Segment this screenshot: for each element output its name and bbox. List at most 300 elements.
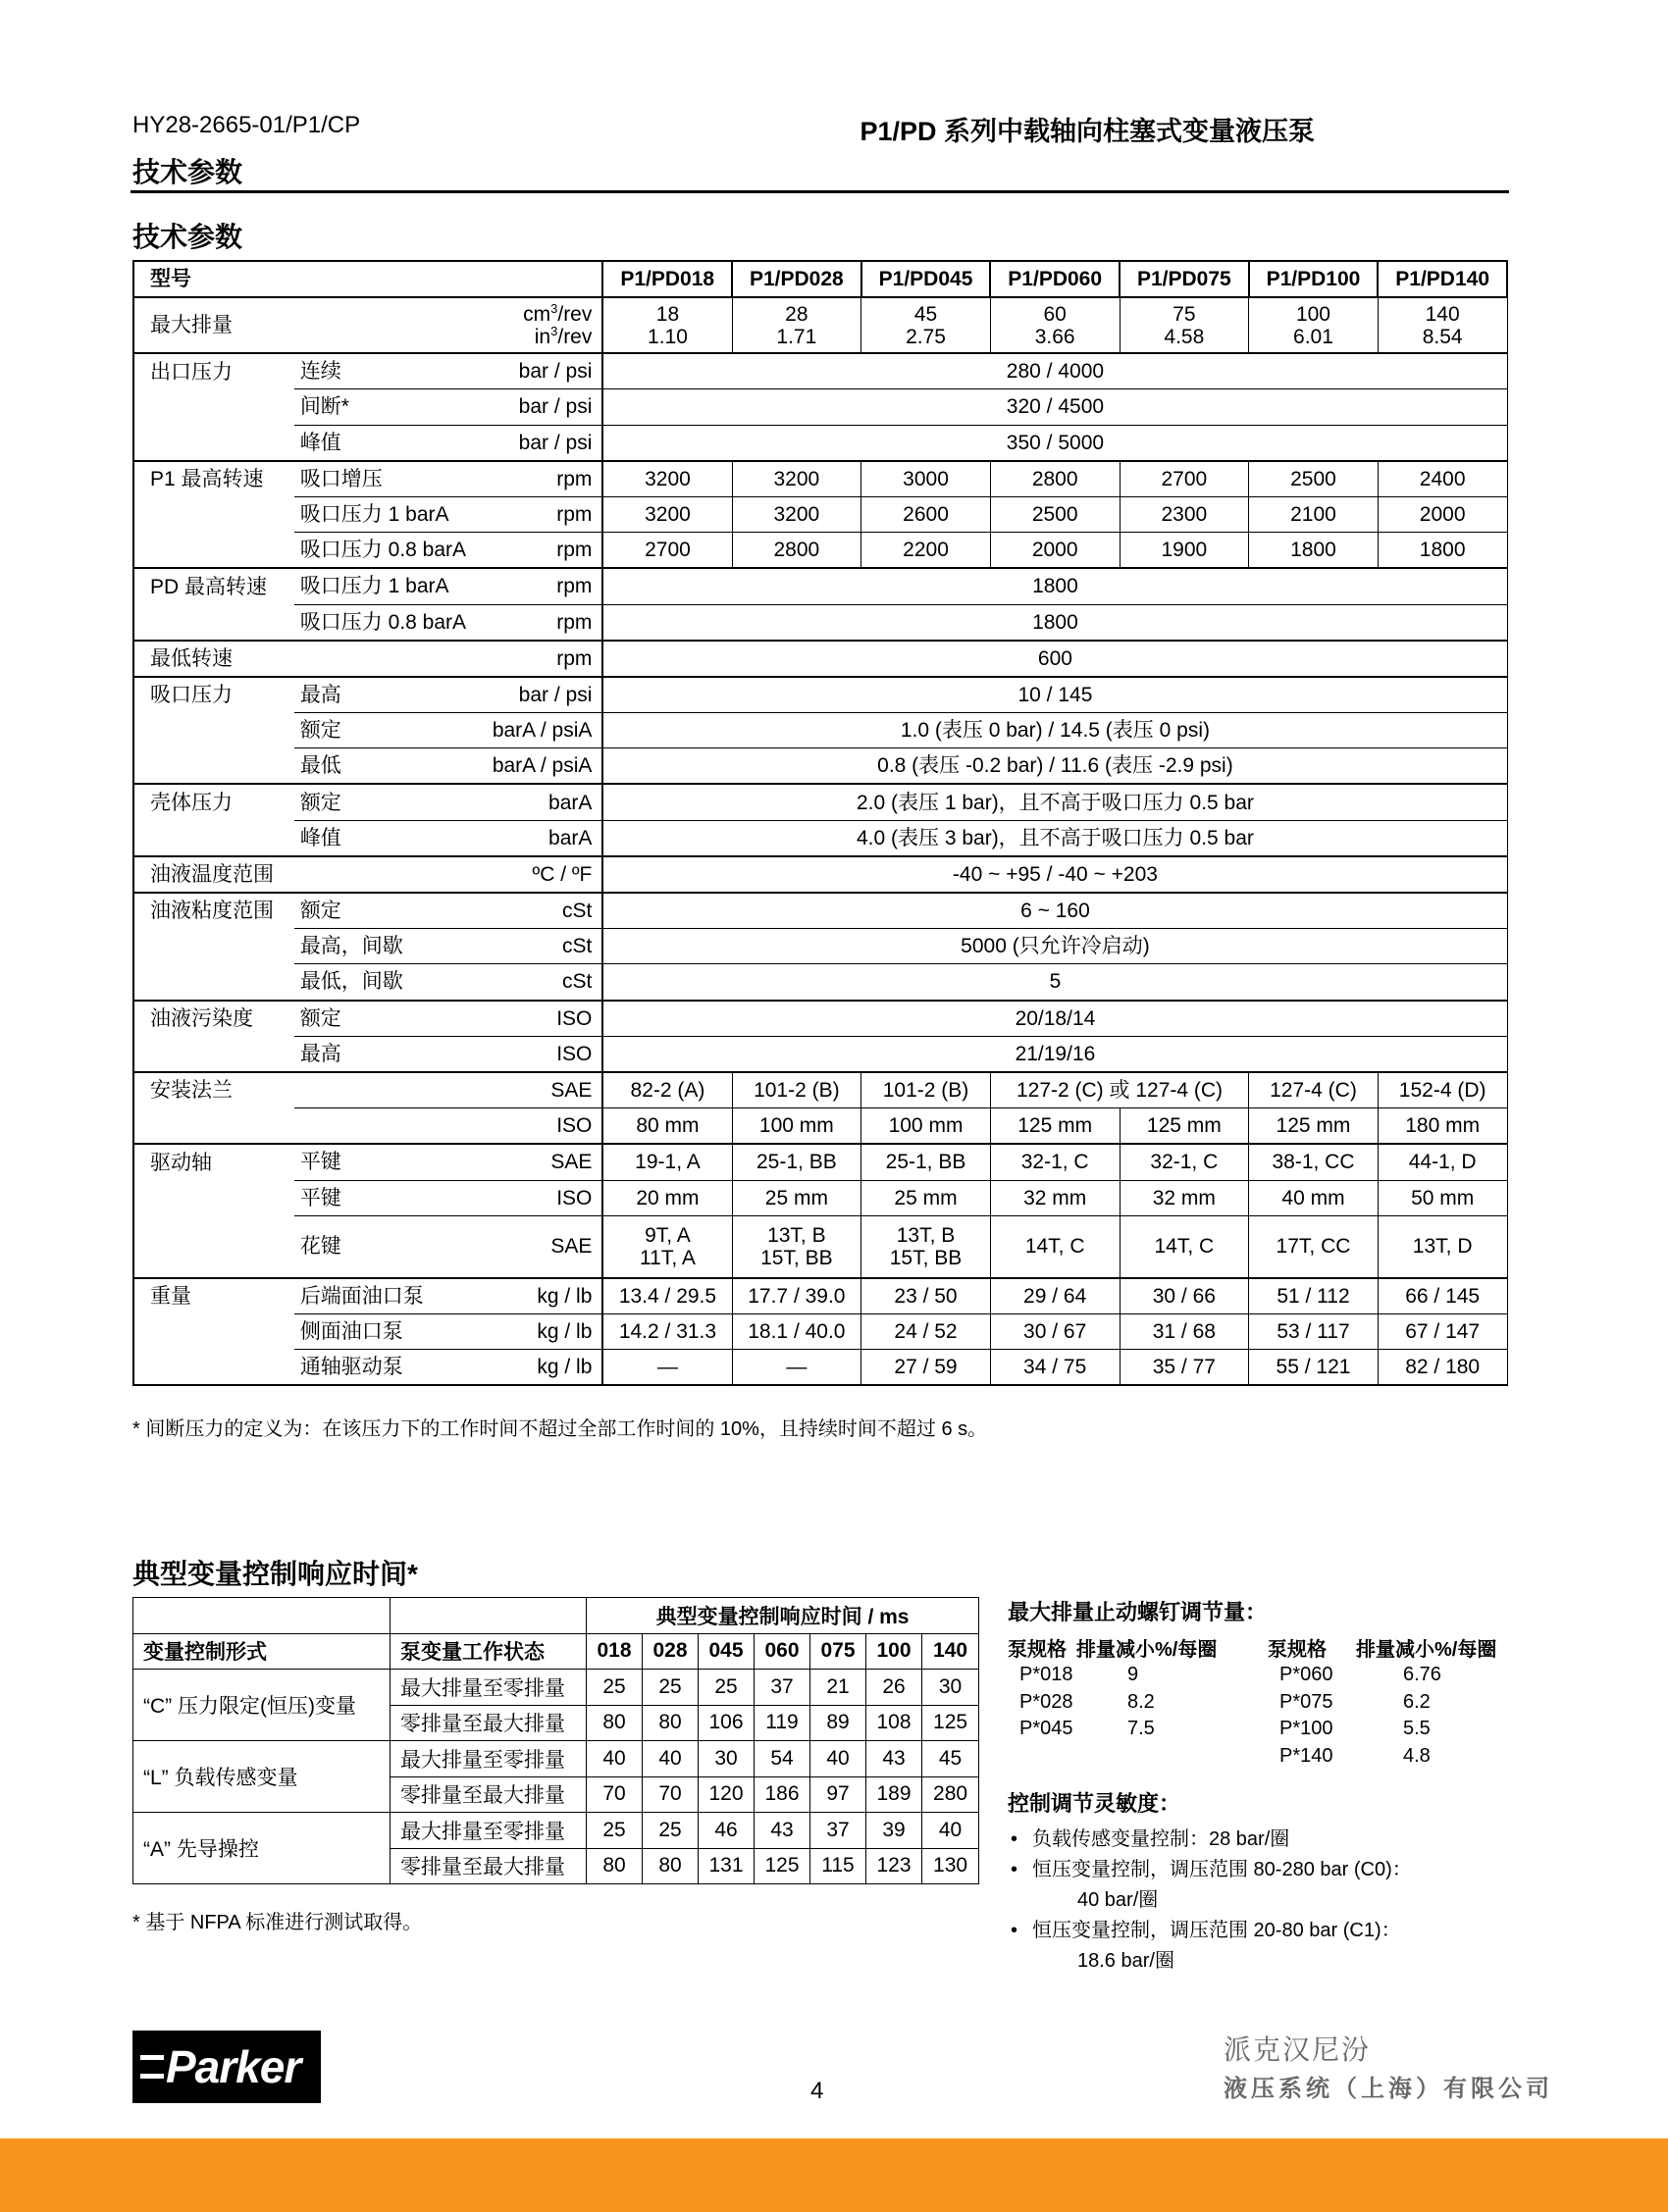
value-cell: 37 — [755, 1670, 810, 1706]
value-cell: 51 / 112 — [1249, 1278, 1379, 1314]
value-line: 15T, BB — [760, 1246, 833, 1269]
table-row — [133, 784, 1507, 820]
value-cell: 3200 — [732, 496, 861, 532]
table-row — [133, 1741, 979, 1777]
value-cell: 100 mm — [732, 1108, 861, 1145]
param-label: 出口压力 — [133, 353, 294, 389]
sensitivity-item — [1011, 1916, 1521, 1977]
stop-header: 排量减小%/每圈 — [1356, 1639, 1497, 1661]
sensitivity-text: 恒压变量控制，调压范围 80-280 bar (C0)： — [1032, 1859, 1412, 1880]
param-label-empty — [133, 1180, 294, 1215]
value-cell: 2500 — [990, 496, 1120, 532]
value-cell: 82-2 (A) — [602, 1072, 732, 1108]
unit: rpm — [470, 568, 603, 604]
size-header: 045 — [699, 1633, 755, 1670]
value-line: 8.54 — [1422, 325, 1463, 348]
value-cell: 5 — [602, 964, 1507, 1001]
section-label: 技术参数 — [132, 157, 243, 187]
table-row — [133, 677, 1507, 713]
param-label-empty — [133, 425, 294, 461]
value-cell: 101-2 (B) — [732, 1072, 861, 1108]
value-cell: 25 — [587, 1813, 643, 1849]
work-state: 最大排量至零排量 — [391, 1813, 587, 1849]
value-cell: 25 mm — [861, 1180, 991, 1215]
value-cell: 39 — [866, 1813, 922, 1849]
param-sub: 最高 — [294, 1036, 470, 1072]
value-cell — [602, 297, 732, 353]
value-cell: 3200 — [602, 461, 732, 497]
value-cell: 21 — [810, 1670, 866, 1706]
model-header: P1/PD060 — [990, 261, 1120, 297]
unit: ºC / ºF — [470, 856, 603, 893]
control-header: 变量控制形式 — [133, 1633, 391, 1670]
value-cell: 2.0 (表压 1 bar)，且不高于吸口压力 0.5 bar — [602, 784, 1507, 820]
value-cell: -40 ~ +95 / -40 ~ +203 — [602, 856, 1507, 893]
model-header: P1/PD100 — [1249, 261, 1379, 297]
stop-screw-table — [1008, 1633, 1538, 1770]
param-sub: 吸口增压 — [294, 461, 470, 497]
value-cell: 25 — [643, 1670, 699, 1706]
sensitivity-text: 负载传感变量控制：28 bar/圈 — [1032, 1828, 1290, 1850]
value-cell: 25 — [699, 1670, 755, 1706]
unit-text: cm — [523, 302, 551, 326]
table-row — [133, 1144, 1507, 1180]
unit: SAE — [470, 1144, 603, 1180]
value-line: 14T, C — [1154, 1235, 1215, 1259]
value-cell: 350 / 5000 — [602, 425, 1507, 461]
unit: bar / psi — [470, 425, 603, 461]
value-line: 6.01 — [1293, 325, 1333, 348]
pump-size: P*045 — [1019, 1718, 1073, 1740]
table-row — [1008, 1743, 1538, 1771]
table-row — [133, 1036, 1507, 1072]
table-row — [133, 748, 1507, 785]
work-state: 最大排量至零排量 — [391, 1670, 587, 1706]
spec-footnote: * 间断压力的定义为：在该压力下的工作时间不超过全部工作时间的 10%，且持续时间不超过 6 s。 — [132, 1418, 988, 1440]
value-line: 14T, C — [1024, 1235, 1085, 1259]
param-label-empty — [133, 533, 294, 569]
sensitivity-heading: 控制调节灵敏度： — [1008, 1791, 1181, 1816]
unit: rpm — [470, 604, 603, 641]
table-header-row — [133, 1598, 979, 1634]
param-sub — [294, 297, 470, 353]
value-cell: 2500 — [1249, 461, 1379, 497]
value-cell: 152-4 (D) — [1378, 1072, 1507, 1108]
value-cell: 82 / 180 — [1378, 1350, 1507, 1386]
param-sub: 平键 — [294, 1180, 470, 1215]
reduction-value: 4.8 — [1403, 1744, 1431, 1767]
param-label: 最低转速 — [133, 641, 294, 677]
param-label-empty — [133, 713, 294, 748]
response-heading: 典型变量控制响应时间* — [132, 1559, 418, 1589]
size-header: 140 — [922, 1633, 979, 1670]
state-header: 泵变量工作状态 — [391, 1633, 587, 1670]
value-cell: 1900 — [1120, 533, 1249, 569]
reduction-value: 6.76 — [1403, 1664, 1441, 1686]
value-line: 13T, B — [896, 1223, 956, 1247]
table-row — [133, 641, 1507, 677]
sensitivity-text: 恒压变量控制，调压范围 20-80 bar (C1)： — [1032, 1920, 1401, 1941]
table-row — [133, 964, 1507, 1001]
unit: rpm — [470, 641, 603, 677]
value-cell: 600 — [602, 641, 1507, 677]
param-sub: 后端面油口泵 — [294, 1278, 470, 1314]
sensitivity-cont: 40 bar/圈 — [1077, 1889, 1159, 1911]
value-cell: 25 — [587, 1670, 643, 1706]
unit: ISO — [470, 1036, 603, 1072]
param-label-empty — [133, 604, 294, 641]
company-subname: 液压系统（上海）有限公司 — [1224, 2076, 1553, 2102]
value-cell: 25-1, BB — [732, 1144, 861, 1180]
param-label: PD 最高转速 — [133, 568, 294, 604]
reduction-value: 7.5 — [1127, 1718, 1155, 1740]
size-header: 028 — [643, 1633, 699, 1670]
table-header-row — [133, 261, 1507, 297]
logo-dash — [140, 2055, 164, 2060]
parker-logo — [132, 2031, 321, 2103]
value-line: 13T, D — [1412, 1235, 1473, 1259]
param-sub — [294, 1072, 470, 1108]
unit: bar / psi — [470, 389, 603, 425]
size-header: 100 — [866, 1633, 922, 1670]
value-cell: 127-4 (C) — [1249, 1072, 1379, 1108]
param-label-empty — [133, 389, 294, 425]
value-line: 13T, B — [767, 1223, 826, 1247]
value-cell: 0.8 (表压 -0.2 bar) / 11.6 (表压 -2.9 psi) — [602, 748, 1507, 785]
model-header: P1/PD018 — [602, 261, 732, 297]
document-title: P1/PD 系列中载轴向柱塞式变量液压泵 — [860, 117, 1315, 146]
value-cell — [1249, 1215, 1379, 1278]
value-cell: 5000 (只允许冷启动) — [602, 929, 1507, 964]
unit: SAE — [470, 1072, 603, 1108]
value-line: 2.75 — [906, 325, 946, 348]
unit: ISO — [470, 1001, 603, 1037]
table-row — [133, 1215, 1507, 1278]
sensitivity-item — [1011, 1825, 1521, 1855]
param-label-empty — [133, 1036, 294, 1072]
value-cell: 115 — [810, 1848, 866, 1884]
pump-size: P*060 — [1279, 1664, 1333, 1686]
value-cell: 4.0 (表压 3 bar)，且不高于吸口压力 0.5 bar — [602, 820, 1507, 856]
table-row — [133, 568, 1507, 604]
param-label-empty — [133, 964, 294, 1001]
value-cell: 20 mm — [602, 1180, 732, 1215]
model-header: P1/PD140 — [1378, 261, 1507, 297]
param-label: 吸口压力 — [133, 677, 294, 713]
control-type: “C” 压力限定(恒压)变量 — [133, 1670, 391, 1741]
param-sub — [294, 1108, 470, 1145]
param-label-empty — [133, 1215, 294, 1278]
footer-accent-bar — [0, 2138, 1668, 2212]
value-cell: 10 / 145 — [602, 677, 1507, 713]
value-cell: 67 / 147 — [1378, 1313, 1507, 1349]
value-cell: 186 — [755, 1776, 810, 1813]
unit: cSt — [470, 893, 603, 929]
param-sub: 额定 — [294, 893, 470, 929]
param-label-empty — [133, 929, 294, 964]
value-cell: 97 — [810, 1776, 866, 1813]
value-line: 15T, BB — [889, 1246, 963, 1269]
value-cell: 24 / 52 — [861, 1313, 991, 1349]
value-cell: 108 — [866, 1705, 922, 1741]
value-cell: 1800 — [602, 604, 1507, 641]
table-row — [133, 929, 1507, 964]
table-row — [133, 496, 1507, 532]
response-footnote: * 基于 NFPA 标准进行测试取得。 — [132, 1912, 423, 1933]
unit: kg / lb — [470, 1350, 603, 1386]
spec-table — [132, 260, 1508, 1386]
model-label: 型号 — [133, 261, 602, 297]
value-cell: 40 mm — [1249, 1180, 1379, 1215]
value-cell: 23 / 50 — [861, 1278, 991, 1314]
value-cell — [732, 1215, 861, 1278]
unit: SAE — [470, 1215, 603, 1278]
header-blank — [133, 1598, 391, 1634]
pump-size — [1008, 1743, 1076, 1771]
pump-size: P*018 — [1019, 1664, 1073, 1686]
value-cell: 50 mm — [1378, 1180, 1507, 1215]
value-cell: 32 mm — [990, 1180, 1120, 1215]
logo-text: Parker — [166, 2041, 301, 2092]
param-sub: 最低，间歇 — [294, 964, 470, 1001]
work-state: 零排量至最大排量 — [391, 1705, 587, 1741]
stop-header: 泵规格 — [1008, 1639, 1067, 1661]
value-cell: 32 mm — [1120, 1180, 1249, 1215]
param-sub: 吸口压力 0.8 barA — [294, 604, 470, 641]
work-state: 零排量至最大排量 — [391, 1848, 587, 1884]
value-cell — [602, 1215, 732, 1278]
table-row — [1008, 1716, 1538, 1743]
value-cell: 44-1, D — [1378, 1144, 1507, 1180]
param-label: P1 最高转速 — [133, 461, 294, 497]
spec-heading: 技术参数 — [132, 222, 243, 252]
param-label: 安装法兰 — [133, 1072, 294, 1108]
value-cell: 80 — [587, 1848, 643, 1884]
param-label: 油液温度范围 — [133, 856, 294, 893]
value-line: 4.58 — [1164, 325, 1205, 348]
document-code: HY28-2665-01/P1/CP — [132, 112, 361, 138]
param-label-empty — [133, 1313, 294, 1349]
param-sub: 峰值 — [294, 425, 470, 461]
table-row — [133, 297, 1507, 353]
work-state: 最大排量至零排量 — [391, 1741, 587, 1777]
value-cell: 2600 — [861, 496, 991, 532]
table-row — [133, 1350, 1507, 1386]
unit: rpm — [470, 533, 603, 569]
value-cell: 25 mm — [732, 1180, 861, 1215]
value-cell: 40 — [587, 1741, 643, 1777]
value-cell: 80 — [587, 1705, 643, 1741]
param-sub: 连续 — [294, 353, 470, 389]
reduction-value: 5.5 — [1403, 1718, 1431, 1740]
value-cell: 123 — [866, 1848, 922, 1884]
table-row — [133, 1813, 979, 1849]
value-cell: 1.0 (表压 0 bar) / 14.5 (表压 0 psi) — [602, 713, 1507, 748]
value-cell: 1800 — [1249, 533, 1379, 569]
value-cell: 101-2 (B) — [861, 1072, 991, 1108]
param-label: 油液粘度范围 — [133, 893, 294, 929]
value-cell: 189 — [866, 1776, 922, 1813]
value-cell: 26 — [866, 1670, 922, 1706]
value-cell: 70 — [587, 1776, 643, 1813]
value-cell: 80 — [643, 1848, 699, 1884]
table-row — [133, 856, 1507, 893]
param-label-empty — [133, 496, 294, 532]
value-cell: 80 mm — [602, 1108, 732, 1145]
reduction-value — [1076, 1743, 1268, 1771]
stop-header: 排量减小%/每圈 — [1076, 1639, 1218, 1661]
value-cell: 32-1, C — [990, 1144, 1120, 1180]
unit-sup: 3 — [550, 300, 558, 316]
value-line: 45 — [913, 302, 938, 326]
value-cell: 29 / 64 — [990, 1278, 1120, 1314]
param-sub: 最低 — [294, 748, 470, 785]
unit: barA / psiA — [470, 748, 603, 785]
value-cell: 30 — [699, 1741, 755, 1777]
work-state: 零排量至最大排量 — [391, 1776, 587, 1813]
sensitivity-item — [1011, 1855, 1521, 1916]
value-cell: 35 / 77 — [1120, 1350, 1249, 1386]
pump-size: P*140 — [1279, 1744, 1333, 1767]
param-label-empty — [133, 1108, 294, 1145]
company-name: 派克汉尼汾 — [1224, 2034, 1372, 2065]
value-cell: 89 — [810, 1705, 866, 1741]
value-line: 3.66 — [1034, 325, 1075, 348]
param-label: 壳体压力 — [133, 784, 294, 820]
unit — [470, 297, 603, 353]
value-line: 1.10 — [648, 325, 688, 348]
header-blank — [391, 1598, 587, 1634]
param-sub: 吸口压力 0.8 barA — [294, 533, 470, 569]
value-cell: — — [732, 1350, 861, 1386]
value-line: 9T, A — [645, 1223, 691, 1247]
value-cell — [861, 297, 991, 353]
table-row — [133, 820, 1507, 856]
value-line: 1.71 — [776, 325, 817, 348]
table-row — [133, 1072, 1507, 1108]
table-row — [1008, 1662, 1538, 1689]
value-cell: 2000 — [1378, 496, 1507, 532]
value-cell: 1800 — [1378, 533, 1507, 569]
unit: cSt — [470, 929, 603, 964]
value-cell: 30 — [922, 1670, 979, 1706]
value-cell: 180 mm — [1378, 1108, 1507, 1145]
value-cell: 2800 — [732, 533, 861, 569]
unit-sup: 3 — [550, 323, 558, 338]
model-header: P1/PD045 — [861, 261, 991, 297]
table-row — [133, 353, 1507, 389]
value-cell — [1120, 1215, 1249, 1278]
value-cell: 280 / 4000 — [602, 353, 1507, 389]
value-cell: 6 ~ 160 — [602, 893, 1507, 929]
value-line: 17T, CC — [1276, 1235, 1351, 1259]
value-cell: 2700 — [1120, 461, 1249, 497]
table-row — [133, 389, 1507, 425]
value-line: 75 — [1173, 302, 1196, 326]
value-cell: 2100 — [1249, 496, 1379, 532]
value-cell: 25-1, BB — [861, 1144, 991, 1180]
value-cell — [990, 1215, 1120, 1278]
table-row — [133, 1180, 1507, 1215]
param-sub — [294, 641, 470, 677]
param-label: 油液污染度 — [133, 1001, 294, 1037]
param-sub: 额定 — [294, 713, 470, 748]
size-header: 060 — [755, 1633, 810, 1670]
table-row — [133, 893, 1507, 929]
unit: ISO — [470, 1108, 603, 1145]
param-sub: 间断* — [294, 389, 470, 425]
value-cell: 80 — [643, 1705, 699, 1741]
table-row — [133, 1278, 1507, 1314]
value-line: 11T, A — [640, 1246, 696, 1269]
value-cell — [1249, 297, 1379, 353]
response-table — [132, 1597, 979, 1884]
table-row — [133, 1313, 1507, 1349]
param-label: 最大排量 — [133, 297, 294, 353]
unit: rpm — [470, 461, 603, 497]
value-cell: 20/18/14 — [602, 1001, 1507, 1037]
value-cell: 30 / 66 — [1120, 1278, 1249, 1314]
size-header: 075 — [810, 1633, 866, 1670]
reduction-value: 8.2 — [1127, 1690, 1155, 1713]
value-cell: 25 — [643, 1813, 699, 1849]
value-cell: 40 — [922, 1813, 979, 1849]
value-cell: 2300 — [1120, 496, 1249, 532]
unit-text: in — [534, 325, 551, 348]
stop-header: 泵规格 — [1268, 1639, 1327, 1661]
value-cell — [1378, 297, 1507, 353]
value-cell: 55 / 121 — [1249, 1350, 1379, 1386]
value-cell: 43 — [866, 1741, 922, 1777]
value-cell: 120 — [699, 1776, 755, 1813]
value-line: 60 — [1043, 302, 1067, 326]
param-sub — [294, 856, 470, 893]
value-cell: 280 — [922, 1776, 979, 1813]
param-sub: 平键 — [294, 1144, 470, 1180]
unit: ISO — [470, 1180, 603, 1215]
unit: bar / psi — [470, 353, 603, 389]
value-cell — [732, 297, 861, 353]
param-sub: 侧面油口泵 — [294, 1313, 470, 1349]
value-line: 100 — [1295, 302, 1330, 326]
pump-size: P*075 — [1279, 1690, 1333, 1713]
value-cell: 45 — [922, 1741, 979, 1777]
param-sub: 额定 — [294, 1001, 470, 1037]
value-line: 18 — [655, 302, 680, 326]
value-cell: 125 — [755, 1848, 810, 1884]
value-cell: 18.1 / 40.0 — [732, 1313, 861, 1349]
value-cell: 2700 — [602, 533, 732, 569]
value-cell: 3000 — [861, 461, 991, 497]
param-sub: 通轴驱动泵 — [294, 1350, 470, 1386]
param-sub: 花键 — [294, 1215, 470, 1278]
control-type: “A” 先导操控 — [133, 1813, 391, 1884]
value-cell: — — [602, 1350, 732, 1386]
value-cell: 31 / 68 — [1120, 1313, 1249, 1349]
value-cell: 40 — [643, 1741, 699, 1777]
value-cell: 119 — [755, 1705, 810, 1741]
unit: cSt — [470, 964, 603, 1001]
value-cell: 106 — [699, 1705, 755, 1741]
page-number: 4 — [810, 2078, 824, 2104]
reduction-value: 9 — [1127, 1664, 1139, 1686]
table-row — [133, 1670, 979, 1706]
model-header: P1/PD075 — [1120, 261, 1249, 297]
unit: bar / psi — [470, 677, 603, 713]
value-cell: 125 mm — [1120, 1108, 1249, 1145]
param-sub: 峰值 — [294, 820, 470, 856]
value-cell: 37 — [810, 1813, 866, 1849]
